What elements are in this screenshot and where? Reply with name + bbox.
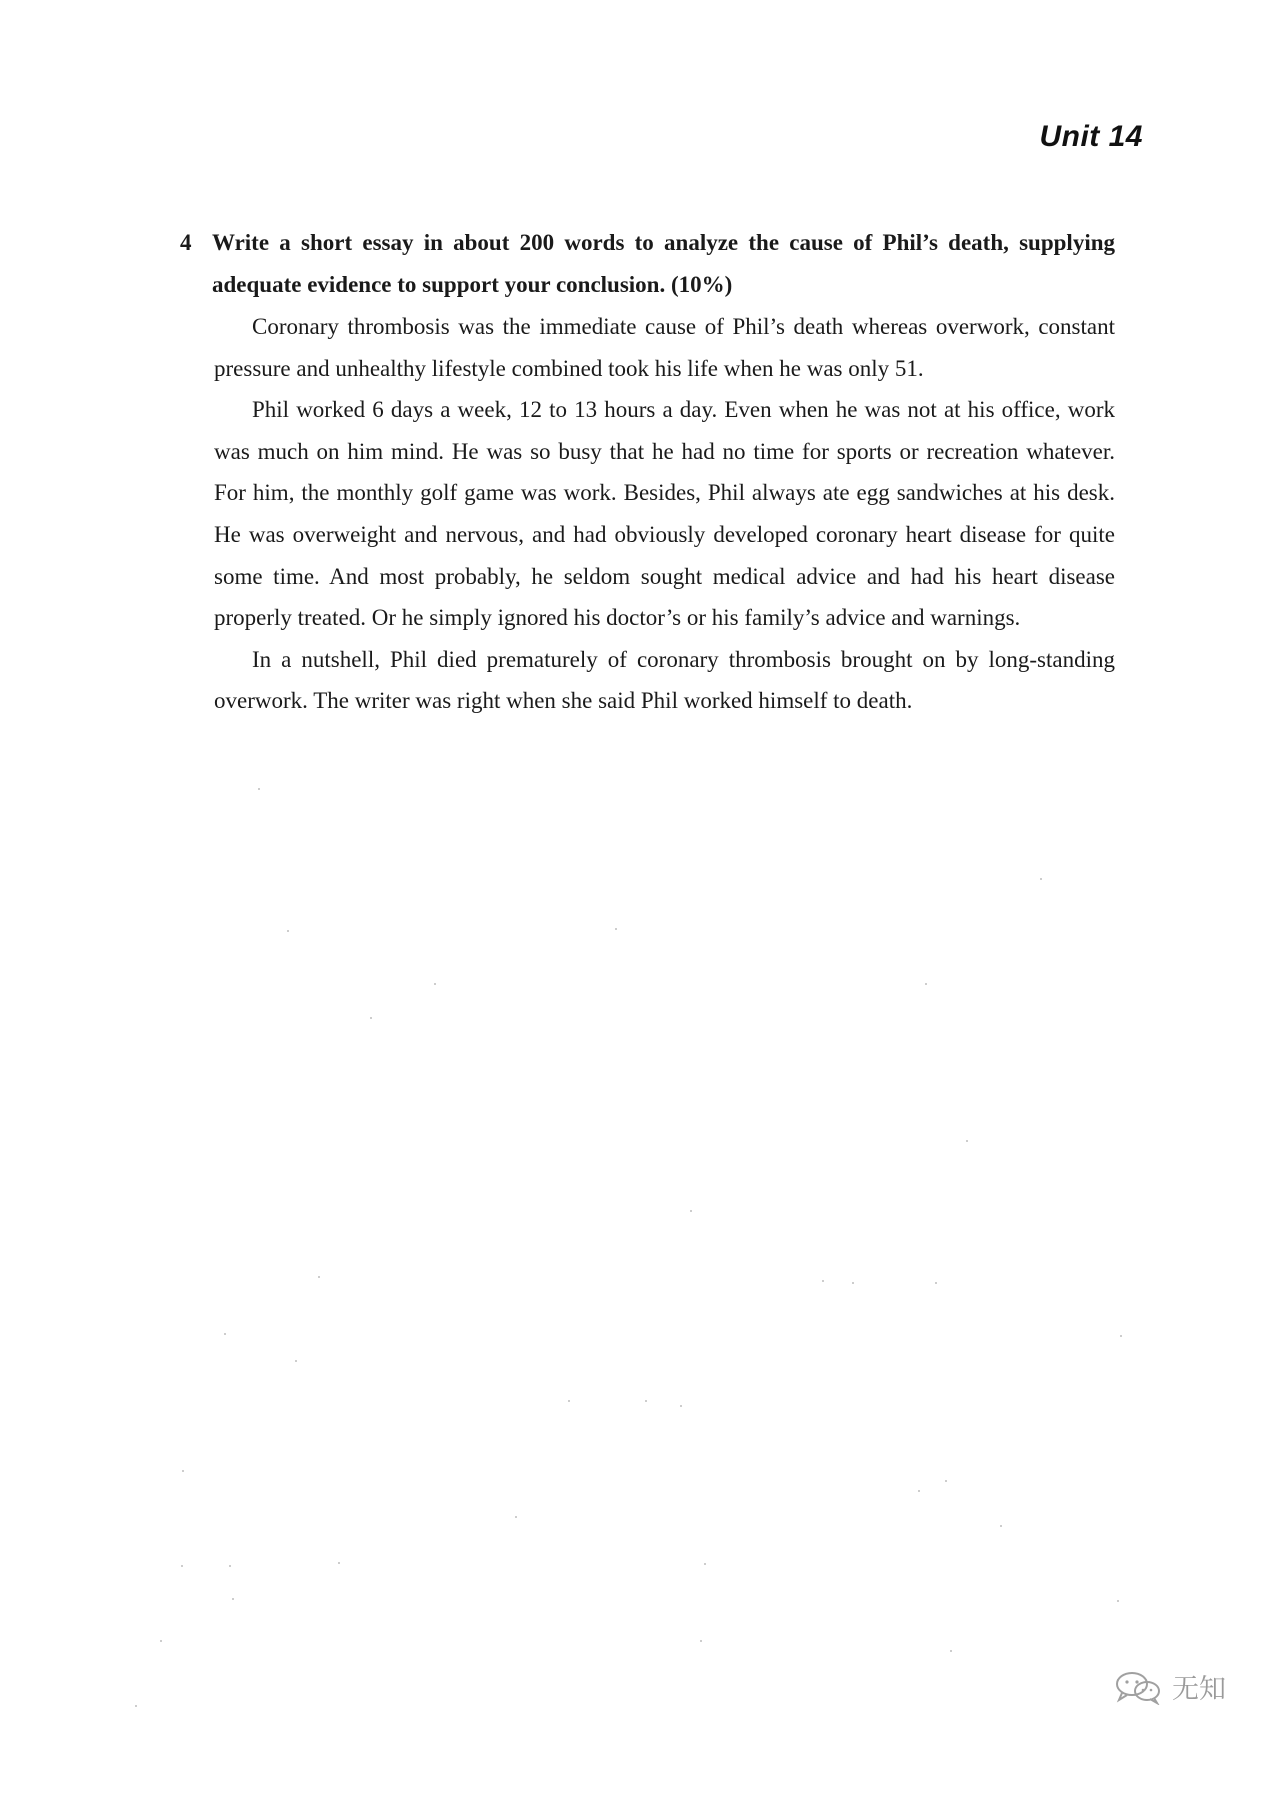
question-number: 4 xyxy=(180,230,192,255)
essay-answer xyxy=(214,306,1115,722)
essay-paragraph-1: Coronary thrombosis was the immediate cause of Phil’s death whereas overwork, constant pressure and unhealthy lifestyle combined took his life when he was only 51. xyxy=(214,314,1115,381)
watermark xyxy=(1112,1667,1226,1706)
essay-paragraph-2: Phil worked 6 days a week, 12 to 13 hours a day. Even when he was not at his office, work was much on him mind. He was so busy that he had no time for sports or recreation whatever. For him, the monthly golf game was work. Besides, Phil always ate egg sandwiches at his desk. He was overweight and nervous, and had obviously developed coronary heart disease for quite some time. And most probably, he seldom sought medical advice and had his heart disease properly treated. Or he simply ignored his doctor’s or his family’s advice and warnings. xyxy=(214,397,1115,631)
question-prompt: Write a short essay in about 200 words to analyze the cause of Phil’s death, supplying adequate evidence to support your conclusion. (10%) xyxy=(212,230,1115,297)
watermark-text: 无知 xyxy=(1172,1674,1226,1705)
essay-paragraph-3: In a nutshell, Phil died prematurely of coronary thrombosis brought on by long-standing overwork. The writer was right when she said Phil worked himself to death. xyxy=(214,646,1115,714)
wechat-logo-icon xyxy=(1112,1669,1164,1705)
question xyxy=(180,222,1115,306)
unit-header: Unit 14 xyxy=(1039,120,1143,153)
